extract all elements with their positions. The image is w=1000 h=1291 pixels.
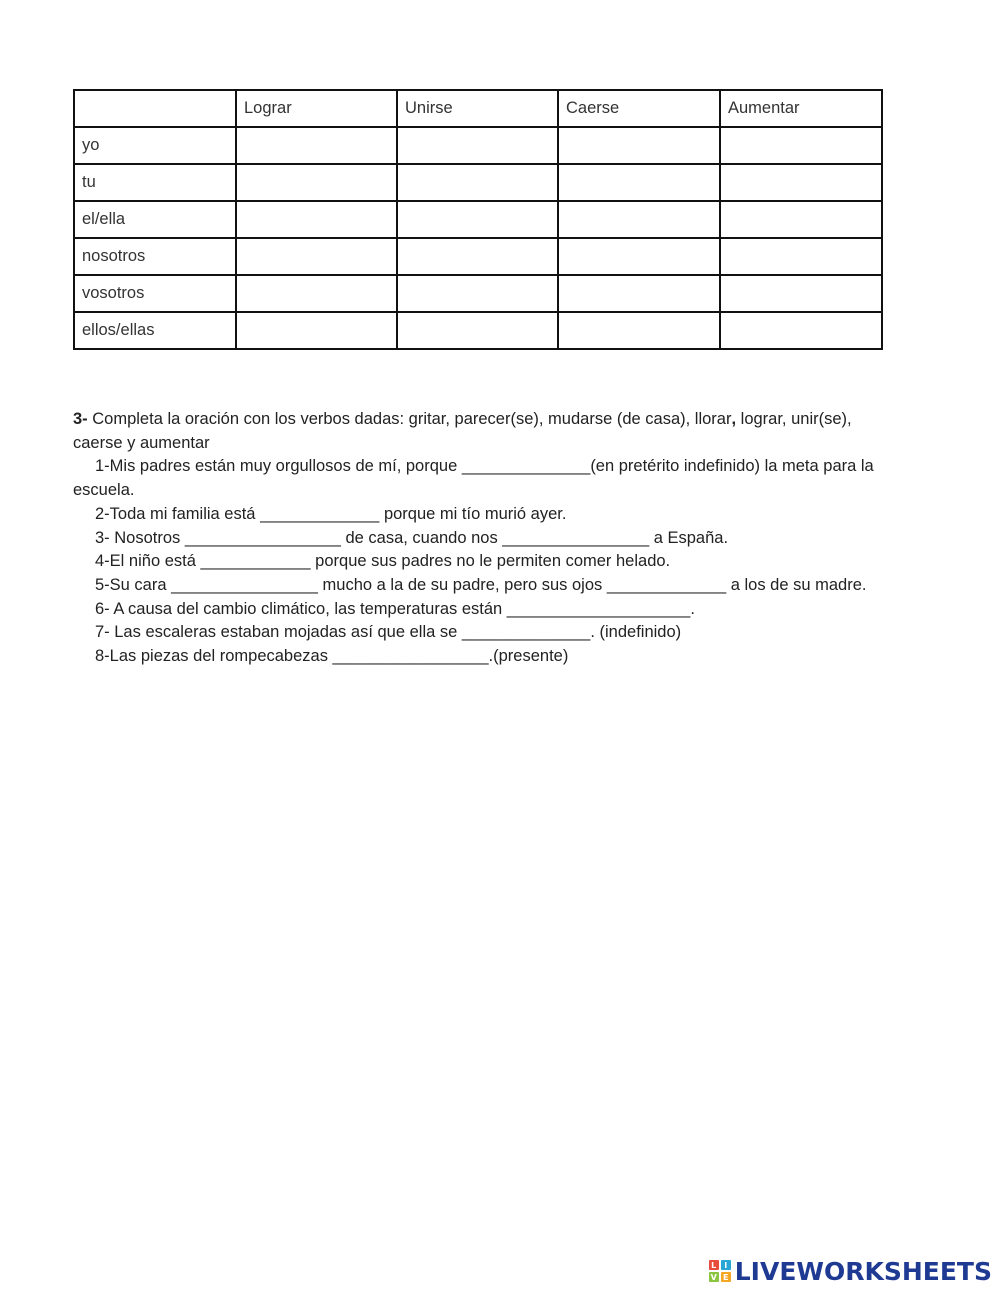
pronoun-cell: vosotros [74,275,236,312]
answer-cell[interactable] [558,238,720,275]
answer-cell[interactable] [397,201,558,238]
exercise-3 [73,408,893,669]
pronoun-cell: yo [74,127,236,164]
header-cell-lograr: Lograr [236,90,397,127]
sentence-2: 2-Toda mi familia está _____________ porque mi tío murió ayer. [95,504,567,523]
logo-tile: E [721,1272,731,1282]
answer-cell[interactable] [397,312,558,349]
table-row [74,201,882,238]
table-header-row [74,90,882,127]
pronoun-cell: el/ella [74,201,236,238]
table-row [74,127,882,164]
header-cell-aumentar: Aumentar [720,90,882,127]
liveworksheets-logo [709,1254,992,1288]
answer-cell[interactable] [397,127,558,164]
answer-cell[interactable] [558,201,720,238]
logo-tile: L [709,1260,719,1270]
header-cell-caerse: Caerse [558,90,720,127]
sentence-8: 8-Las piezas del rompecabezas _________________.(presente) [95,647,569,666]
logo-text: LIVEWORKSHEETS [734,1256,992,1286]
header-cell-empty [74,90,236,127]
exercise-instruction [73,408,893,455]
table-row [74,164,882,201]
sentence-3: 3- Nosotros _________________ de casa, cuando nos ________________ a España. [95,528,729,547]
instruction-text-a: Completa la oración con los verbos dadas: gritar, parecer(se), mudarse (de casa), llorar [87,410,732,428]
instruction-text-b: lograr, unir(se), caerse y aumentar [73,410,852,452]
answer-cell[interactable] [558,164,720,201]
table-row [74,275,882,312]
header-cell-unirse: Unirse [397,90,558,127]
sentence-5: 5-Su cara ________________ mucho a la de su padre, pero sus ojos _____________ a los de su madre. [95,575,867,594]
sentence-4: 4-El niño está ____________ porque sus padres no le permiten comer helado. [95,552,671,571]
answer-cell[interactable] [236,201,397,238]
answer-cell[interactable] [720,201,882,238]
answer-cell[interactable] [720,275,882,312]
answer-cell[interactable] [558,127,720,164]
answer-cell[interactable] [236,127,397,164]
answer-cell[interactable] [720,238,882,275]
sentence-1: 1-Mis padres están muy orgullosos de mí, porque ______________(en pretérito indefinido) la meta para la escuela. [73,457,874,500]
table-row [74,312,882,349]
answer-cell[interactable] [720,127,882,164]
answer-cell[interactable] [558,275,720,312]
exercise-number: 3- [73,410,88,428]
sentence-6: 6- A causa del cambio climático, las temperaturas están ____________________. [95,599,695,618]
answer-cell[interactable] [397,275,558,312]
answer-cell[interactable] [236,164,397,201]
answer-cell[interactable] [397,164,558,201]
pronoun-cell: tu [74,164,236,201]
logo-tiles-icon [709,1260,731,1282]
logo-tile: V [710,1272,717,1282]
answer-cell[interactable] [558,312,720,349]
answer-cell[interactable] [397,238,558,275]
sentence-7: 7- Las escaleras estaban mojadas así que ella se ______________. (indefinido) [95,623,682,642]
pronoun-cell: ellos/ellas [74,312,236,349]
table-row [74,238,882,275]
conjugation-table [73,89,883,350]
answer-cell[interactable] [720,164,882,201]
answer-cell[interactable] [720,312,882,349]
answer-cell[interactable] [236,312,397,349]
answer-cell[interactable] [236,275,397,312]
pronoun-cell: nosotros [74,238,236,275]
instruction-comma: , [731,410,737,428]
answer-cell[interactable] [236,238,397,275]
logo-tile: I [721,1260,731,1270]
